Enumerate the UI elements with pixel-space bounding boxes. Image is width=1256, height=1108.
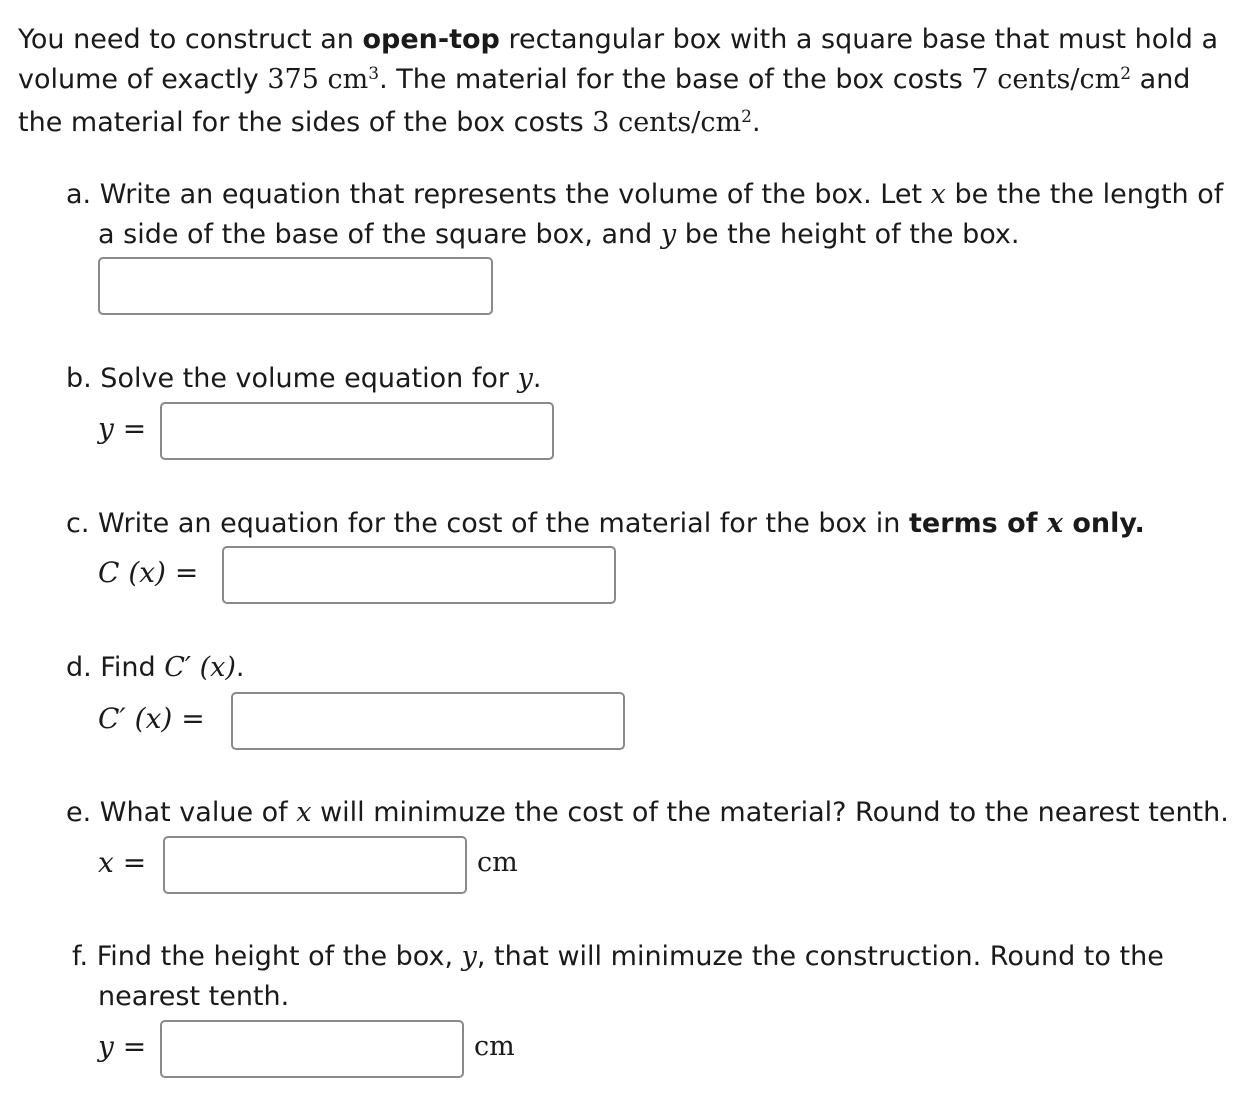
prompt-text: b. Solve the volume equation for (66, 363, 518, 394)
part-b-y-input[interactable] (160, 402, 554, 460)
intro-text: . The material for the base of the box costs (379, 64, 972, 95)
variable-y: y (461, 941, 477, 972)
volume-unit: cm (327, 64, 369, 95)
part-d-derivative-input[interactable] (231, 692, 625, 750)
variable-y: y (660, 219, 677, 250)
part-c-prompt (66, 504, 1145, 544)
part-e-lhs-label: x = (98, 846, 147, 879)
intro-line-2 (18, 60, 1190, 100)
prompt-text: a. Write an equation that represents the volume of the box. Let (66, 179, 931, 210)
part-f-lhs-label: y = (98, 1030, 147, 1063)
part-f-y-input[interactable] (160, 1020, 464, 1078)
part-f-unit-label: cm (474, 1031, 515, 1062)
part-b-lhs-label: y = (98, 412, 147, 445)
prompt-text: f. Find the height of the box, (72, 941, 462, 972)
part-e-unit-label: cm (477, 847, 518, 878)
prompt-text: . (532, 363, 542, 394)
part-a-prompt-line-2 (98, 215, 1020, 255)
prompt-text: , that will minimuze the construction. Round to the (476, 941, 1164, 972)
part-f-prompt-line-1 (72, 937, 1164, 977)
variable-x: x (296, 797, 312, 828)
intro-text: You need to construct an (18, 24, 363, 55)
base-cost-value: 7 (971, 64, 989, 95)
side-cost-exponent: 2 (741, 107, 752, 127)
part-f-prompt-line-2: nearest tenth. (98, 981, 290, 1012)
part-d-prompt (66, 648, 244, 688)
prompt-text: . (235, 652, 245, 683)
part-e-x-input[interactable] (163, 836, 467, 894)
prompt-text: be the the length of (945, 179, 1224, 210)
part-a-volume-equation-input[interactable] (98, 257, 493, 315)
volume-exponent: 3 (368, 64, 380, 84)
prompt-text: will minimuze the cost of the material? Round to the nearest tenth. (311, 797, 1229, 828)
prompt-emphasis: only. (1062, 508, 1145, 539)
variable-y: y (517, 363, 533, 394)
intro-line-1 (18, 20, 1218, 60)
prompt-text: a side of the base of the square box, and (98, 219, 661, 250)
variable-x: x (1046, 508, 1063, 539)
part-c-lhs-label: C (x) = (98, 556, 199, 589)
intro-text: volume of exactly (18, 64, 268, 95)
prompt-text: e. What value of (66, 797, 297, 828)
derivative-expression: C′ (x) (164, 652, 236, 683)
part-b-prompt (66, 359, 541, 399)
prompt-text: d. Find (66, 652, 165, 683)
prompt-text: c. Write an equation for the cost of the material for the box in (66, 508, 909, 539)
base-cost-exponent: 2 (1120, 64, 1132, 84)
intro-line-3 (18, 103, 761, 143)
intro-text: and (1131, 64, 1191, 95)
side-cost-value: 3 (592, 107, 610, 138)
open-top-emphasis: open-top (362, 24, 500, 55)
part-a-prompt-line-1 (66, 175, 1223, 215)
side-cost-unit: cents/cm (618, 107, 742, 138)
part-d-lhs-label: C′ (x) = (98, 702, 205, 735)
intro-text: the material for the sides of the box costs (18, 107, 593, 138)
part-c-cost-function-input[interactable] (222, 546, 616, 604)
prompt-text: be the height of the box. (676, 219, 1020, 250)
variable-x: x (930, 179, 946, 210)
part-e-prompt (66, 793, 1229, 833)
prompt-emphasis: terms of (909, 508, 1047, 539)
intro-text: . (751, 107, 761, 138)
volume-value: 375 (267, 64, 319, 95)
base-cost-unit: cents/cm (997, 64, 1121, 95)
intro-text: rectangular box with a square base that must hold a (499, 24, 1218, 55)
